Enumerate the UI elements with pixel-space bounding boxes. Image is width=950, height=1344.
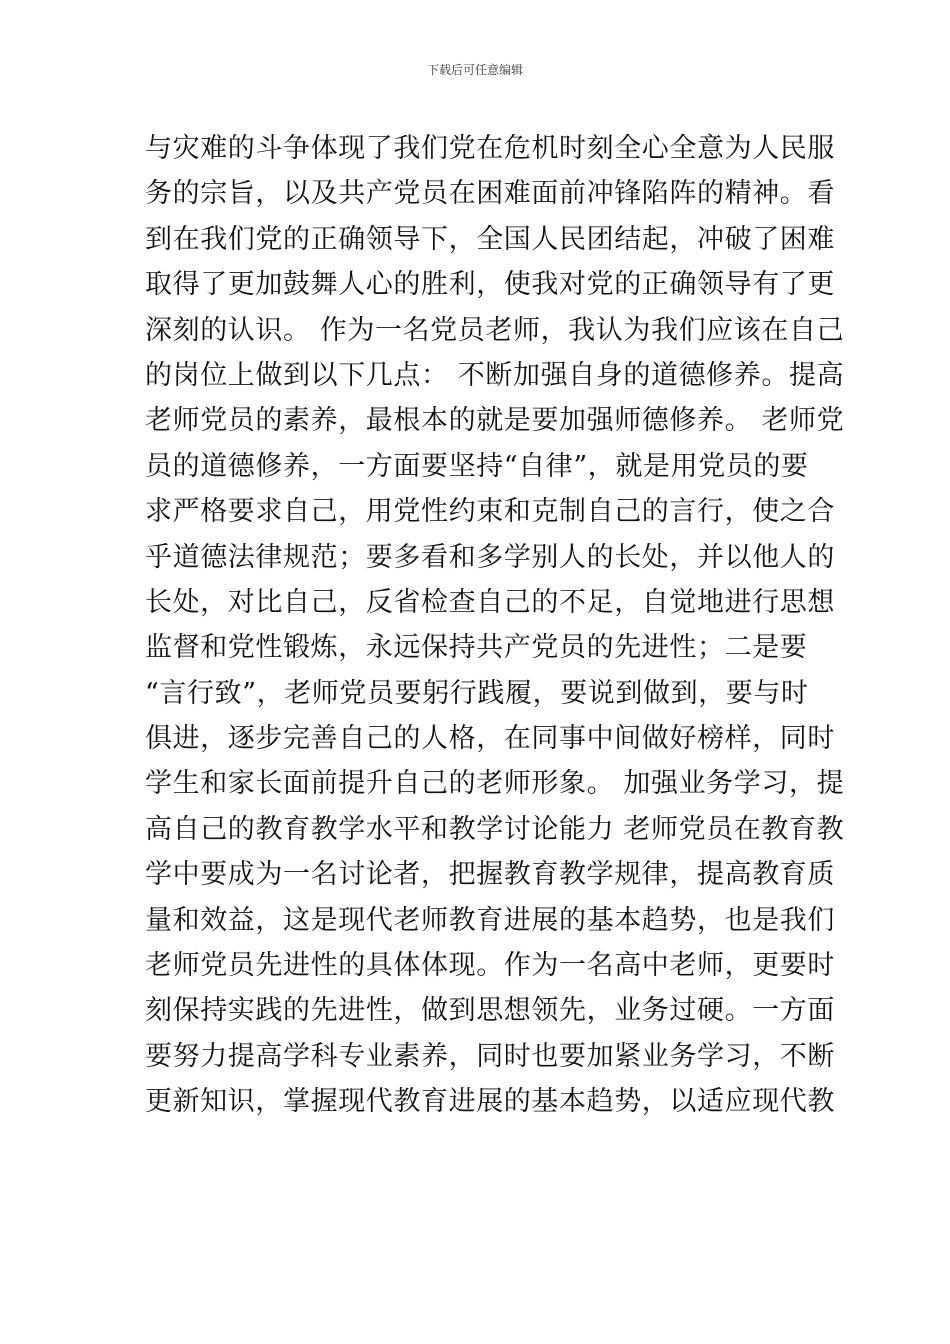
text-line: 到在我们党的正确领导下，全国人民团结起，冲破了困难 bbox=[145, 223, 835, 255]
text-line: 深刻的认识。 作为一名党员老师，我认为我们应该在自己 bbox=[145, 314, 845, 346]
text-line: 要努力提高学科专业素养，同时也要加紧业务学习，不断 bbox=[145, 1040, 835, 1072]
page-header: 下载后可任意编辑 bbox=[426, 63, 523, 77]
body-text bbox=[145, 126, 845, 1125]
text-line: 更新知识，掌握现代教育进展的基本趋势，以适应现代教 bbox=[145, 1086, 835, 1118]
text-line: 的岗位上做到以下几点： 不断加强自身的道德修养。提高 bbox=[145, 359, 845, 391]
text-line: 高自己的教育教学水平和教学讨论能力 老师党员在教育教 bbox=[145, 813, 845, 845]
text-line: “言行致”，老师党员要躬行践履，要说到做到，要与时 bbox=[145, 677, 809, 709]
text-line: 刻保持实践的先进性，做到思想领先，业务过硬。一方面 bbox=[145, 995, 835, 1027]
text-line: 学生和家长面前提升自己的老师形象。 加强业务学习，提 bbox=[145, 768, 845, 800]
text-line: 务的宗旨，以及共产党员在困难面前冲锋陷阵的精神。看 bbox=[145, 178, 835, 210]
text-line: 长处，对比自己，反省检查自己的不足，自觉地进行思想 bbox=[145, 586, 835, 618]
text-line: 员的道德修养，一方面要坚持“自律”，就是用党员的要 bbox=[145, 450, 809, 482]
text-line: 求严格要求自己，用党性约束和克制自己的言行，使之合 bbox=[145, 496, 835, 528]
text-line: 取得了更加鼓舞人心的胜利，使我对党的正确领导有了更 bbox=[145, 269, 835, 301]
text-line: 俱进，逐步完善自己的人格，在同事中间做好榜样，同时 bbox=[145, 723, 835, 755]
text-line: 乎道德法律规范；要多看和多学别人的长处，并以他人的 bbox=[145, 541, 835, 573]
text-line: 老师党员先进性的具体体现。作为一名高中老师，更要时 bbox=[145, 950, 835, 982]
text-line: 与灾难的斗争体现了我们党在危机时刻全心全意为人民服 bbox=[145, 133, 835, 164]
text-line: 量和效益，这是现代老师教育进展的基本趋势，也是我们 bbox=[145, 904, 835, 936]
text-line: 监督和党性锻炼，永远保持共产党员的先进性；二是要 bbox=[145, 632, 808, 664]
text-line: 学中要成为一名讨论者，把握教育教学规律，提高教育质 bbox=[145, 859, 835, 891]
text-line: 老师党员的素养，最根本的就是要加强师德修养。 老师党 bbox=[145, 405, 845, 437]
